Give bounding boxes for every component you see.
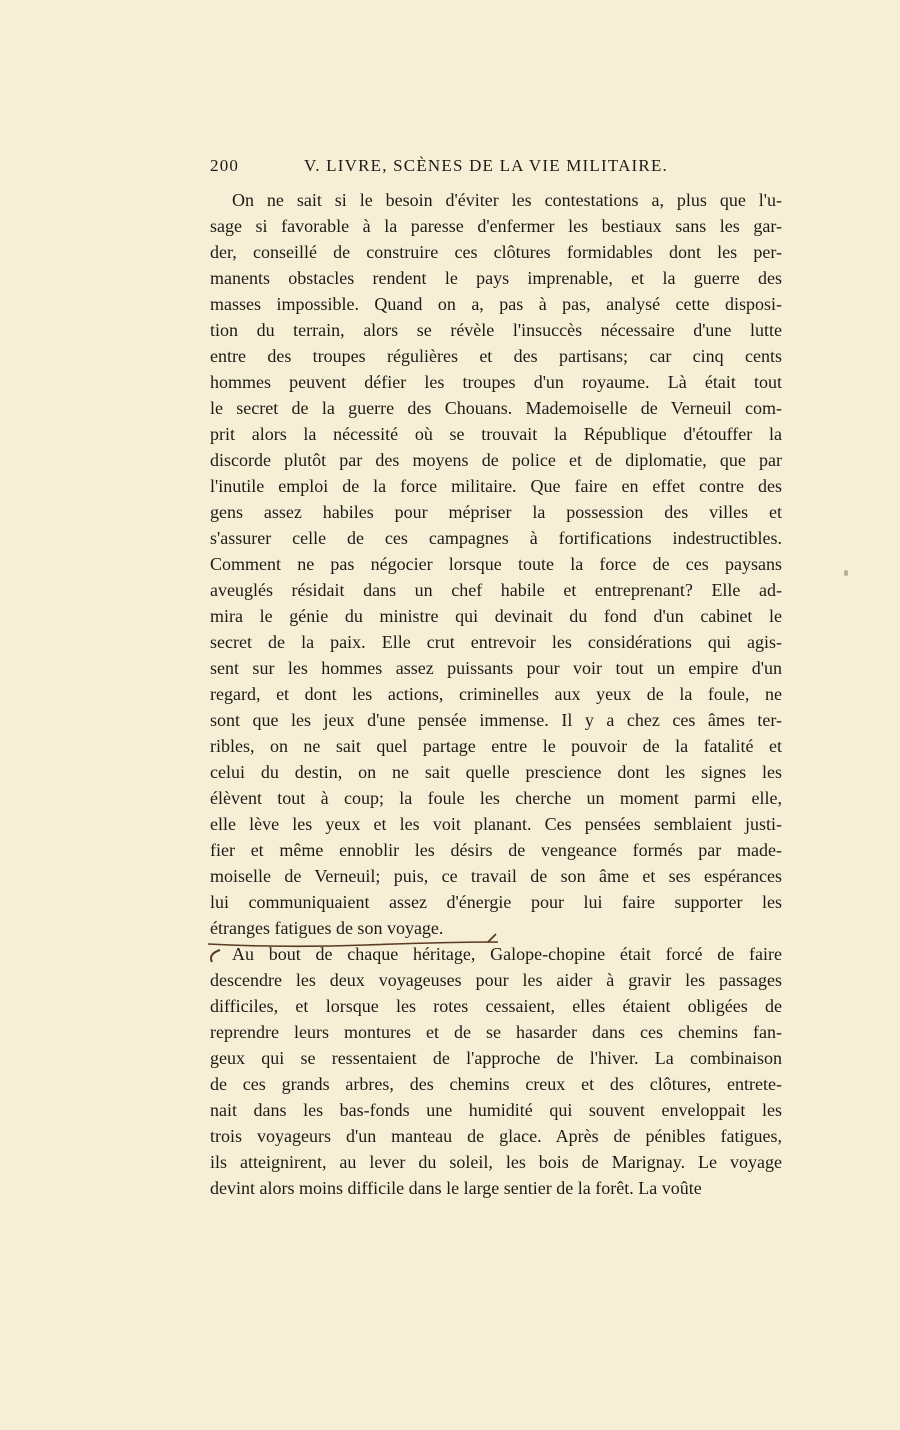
paragraph-1 <box>210 187 782 941</box>
text-line: aveuglés résidait dans un chef habile et entreprenant? Elle ad- <box>210 580 782 600</box>
text-line: celui du destin, on ne sait quelle prescience dont les signes les <box>210 762 782 782</box>
text-line: tion du terrain, alors se révèle l'insuccès nécessaire d'une lutte <box>210 320 782 340</box>
text-line: lui communiquaient assez d'énergie pour lui faire supporter les <box>210 892 782 912</box>
text-line: nait dans les bas-fonds une humidité qui souvent enveloppait les <box>210 1100 782 1120</box>
text-line: de ces grands arbres, des chemins creux et des clôtures, entrete- <box>210 1074 782 1094</box>
text-line: l'inutile emploi de la force militaire. Que faire en effet contre des <box>210 476 782 496</box>
text-line: élèvent tout à coup; la foule les cherche un moment parmi elle, <box>210 788 782 808</box>
text-line: geux qui se ressentaient de l'approche de l'hiver. La combinaison <box>210 1048 782 1068</box>
text-line: devint alors moins difficile dans le large sentier de la forêt. La voûte <box>210 1178 702 1198</box>
text-line: ribles, on ne sait quel partage entre le pouvoir de la fatalité et <box>210 736 782 756</box>
text-line: moiselle de Verneuil; puis, ce travail de son âme et ses espérances <box>210 866 782 886</box>
text-line: s'assurer celle de ces campagnes à fortifications indestructibles. <box>210 528 782 548</box>
text-line: reprendre leurs montures et de se hasarder dans ces chemins fan- <box>210 1022 782 1042</box>
text-line: mira le génie du ministre qui devinait du fond d'un cabinet le <box>210 606 782 626</box>
text-line: le secret de la guerre des Chouans. Mademoiselle de Verneuil com- <box>210 398 782 418</box>
text-line: secret de la paix. Elle crut entrevoir les considérations qui agis- <box>210 632 782 652</box>
paragraph-2 <box>210 941 782 1201</box>
text-line: gens assez habiles pour mépriser la possession des villes et <box>210 502 782 522</box>
text-line: der, conseillé de construire ces clôtures formidables dont les per- <box>210 242 782 262</box>
running-head: V. LIVRE, SCÈNES DE LA VIE MILITAIRE. <box>304 156 668 175</box>
text-line: trois voyageurs d'un manteau de glace. Après de pénibles fatigues, <box>210 1126 782 1146</box>
text-line: ils atteignirent, au lever du soleil, les bois de Marignay. Le voyage <box>210 1152 782 1172</box>
text-line: masses impossible. Quand on a, pas à pas, analysé cette disposi- <box>210 294 782 314</box>
text-line: manents obstacles rendent le pays imprenable, et la guerre des <box>210 268 782 288</box>
text-line: difficiles, et lorsque les rotes cessaient, elles étaient obligées de <box>210 996 782 1016</box>
text-line: sage si favorable à la paresse d'enfermer les bestiaux sans les gar- <box>210 216 782 236</box>
text-line: On ne sait si le besoin d'éviter les contestations a, plus que l'u- <box>232 190 782 210</box>
text-line: descendre les deux voyageuses pour les aider à gravir les passages <box>210 970 782 990</box>
text-line: étranges fatigues de son voyage. <box>210 918 444 938</box>
text-line: entre des troupes régulières et des partisans; car cinq cents <box>210 346 782 366</box>
text-line: hommes peuvent défier les troupes d'un royaume. Là était tout <box>210 372 782 392</box>
text-line: regard, et dont les actions, criminelles aux yeux de la foule, ne <box>210 684 782 704</box>
text-line: sont que les jeux d'une pensée immense. Il y a chez ces âmes ter- <box>210 710 782 730</box>
text-line: prit alors la nécessité où se trouvait la République d'étouffer la <box>210 424 782 444</box>
body-text <box>210 187 782 1201</box>
text-line: elle lève les yeux et les voit planant. Ces pensées semblaient justi- <box>210 814 782 834</box>
text-line: Au bout de chaque héritage, Galope-chopine était forcé de faire <box>232 944 782 964</box>
text-line: discorde plutôt par des moyens de police et de diplomatie, que par <box>210 450 782 470</box>
page-header <box>210 156 782 186</box>
text-line: fier et même ennoblir les désirs de vengeance formés par made- <box>210 840 782 860</box>
text-line: Comment ne pas négocier lorsque toute la force de ces paysans <box>210 554 782 574</box>
paper-blemish <box>844 570 848 576</box>
text-line: sent sur les hommes assez puissants pour voir tout un empire d'un <box>210 658 782 678</box>
page-number: 200 <box>210 156 240 175</box>
